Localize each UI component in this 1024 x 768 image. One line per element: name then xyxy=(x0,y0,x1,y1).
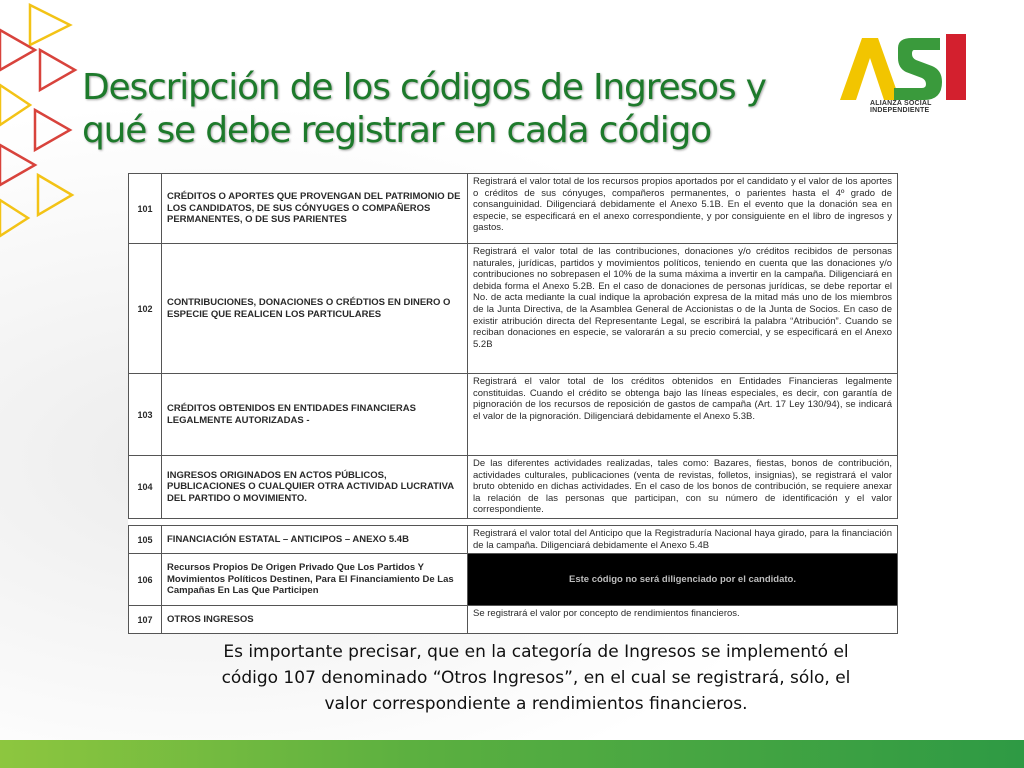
table-row xyxy=(129,554,898,606)
row-concept: OTROS INGRESOS xyxy=(162,606,468,634)
row-code: 102 xyxy=(129,244,162,374)
table-row xyxy=(129,374,898,456)
row-code: 103 xyxy=(129,374,162,456)
row-concept: CRÉDITOS OBTENIDOS EN ENTIDADES FINANCIERAS LEGALMENTE AUTORIZADAS - xyxy=(162,374,468,456)
row-concept: INGRESOS ORIGINADOS EN ACTOS PÚBLICOS, PUBLICACIONES O CUALQUIER OTRA ACTIVIDAD LUCRATIVA DEL PARTIDO O MOVIMIENTO. xyxy=(162,456,468,519)
triangle-decoration-icon xyxy=(0,0,90,260)
income-codes-table xyxy=(128,173,898,634)
row-description: Registrará el valor total de los recursos propios aportados por el candidato y el valor de los aportes o créditos de sus cónyuges, compañeros permanentes, o parientes hasta el 4º grado de consanguinidad. Diligenciará debidamente el Anexo 5.1B. En el evento que la donación sea en especie, se especificará en el anexo correspondiente, y por consiguiente en el libro de ingresos y gastos. xyxy=(468,174,898,244)
row-concept: CRÉDITOS O APORTES QUE PROVENGAN DEL PATRIMONIO DE LOS CANDIDATOS, DE SUS CÓNYUGES O COMPAÑEROS PERMANENTES, O DE SUS PARIENTES xyxy=(162,174,468,244)
logo-tagline: ALIANZA SOCIAL INDEPENDIENTE xyxy=(870,100,932,114)
row-description: Registrará el valor total de las contribuciones, donaciones y/o créditos recibidos de personas naturales, jurídicas, partidos y movimientos políticos, teniendo en cuenta que las donaciones y/o contribuciones no sobrepasen el 10% de la suma máxima a invertir en la campaña. Diligenciará en debida forma el Anexo 5.2B. En el caso de donaciones de personas jurídicas, se debe reportar el No. de acta mediante la cual indique la aprobación expresa de la mitad más uno de los miembros de la Junta Directiva, de la Asamblea General de Accionistas o de la Junta de Socios. En caso de existir atribución directa del Representante Legal, se escribirá la palabra “Atribución”. Cuando se reciban donaciones en especie, se valorarán a su precio comercial, y se especificará en el Anexo 5.2B xyxy=(468,244,898,374)
table-row xyxy=(129,244,898,374)
row-code: 101 xyxy=(129,174,162,244)
table-row xyxy=(129,174,898,244)
row-description: De las diferentes actividades realizadas, tales como: Bazares, fiestas, bonos de contribución, actividades culturales, publicaciones (venta de revistas, folletos, insignias), se registrará el valor bruto obtenido en dichas actividades. En el caso de los bonos de contribución, se requiere anexar la relación de las personas que participan, con su número de identificación y el valor correspondiente. xyxy=(468,456,898,519)
row-description: Registrará el valor total de los créditos obtenidos en Entidades Financieras legalmente constituidas. Cuando el crédito se obtenga bajo las líneas especiales, es decir, con garantía de pignoración de los recursos de reposición de gastos de campaña (Art. 17 Ley 130/94), se indicará el valor de la pignoración. Diligenciará debidamente el Anexo 5.3B. xyxy=(468,374,898,456)
table-row xyxy=(129,606,898,634)
footnote-text: Es importante precisar, que en la categoría de Ingresos se implementó el código 107 denominado “Otros Ingresos”, en el cual se registrará, sólo, el valor correspondiente a rendimientos financieros. xyxy=(221,642,851,714)
bottom-green-bar xyxy=(0,740,1024,768)
title-line-2: qué se debe registrar en cada código xyxy=(82,110,712,151)
row-concept: FINANCIACIÓN ESTATAL – ANTICIPOS – ANEXO 5.4B xyxy=(162,525,468,553)
row-description: Registrará el valor total del Anticipo que la Registraduría Nacional haya girado, para la financiación de la campaña. Diligenciará debidamente el Anexo 5.4B xyxy=(468,525,898,553)
row-code: 106 xyxy=(129,554,162,606)
title-line-1: Descripción de los códigos de Ingresos y xyxy=(82,67,766,108)
table-gap xyxy=(129,518,898,525)
row-concept: CONTRIBUCIONES, DONACIONES O CRÉDTIOS EN DINERO O ESPECIE QUE REALICEN LOS PARTICULARES xyxy=(162,244,468,374)
row-description: Se registrará el valor por concepto de rendimientos financieros. xyxy=(468,606,898,634)
row-concept: Recursos Propios De Origen Privado Que Los Partidos Y Movimientos Políticos Destinen, Para El Financiamiento De Las Campañas En Las Que Participen xyxy=(162,554,468,606)
table-row xyxy=(129,525,898,553)
row-code: 104 xyxy=(129,456,162,519)
row-code: 105 xyxy=(129,525,162,553)
slide-title xyxy=(82,66,902,152)
row-description-blacked: Este código no será diligenciado por el candidato. xyxy=(468,554,898,606)
row-code: 107 xyxy=(129,606,162,634)
table-row xyxy=(129,456,898,519)
